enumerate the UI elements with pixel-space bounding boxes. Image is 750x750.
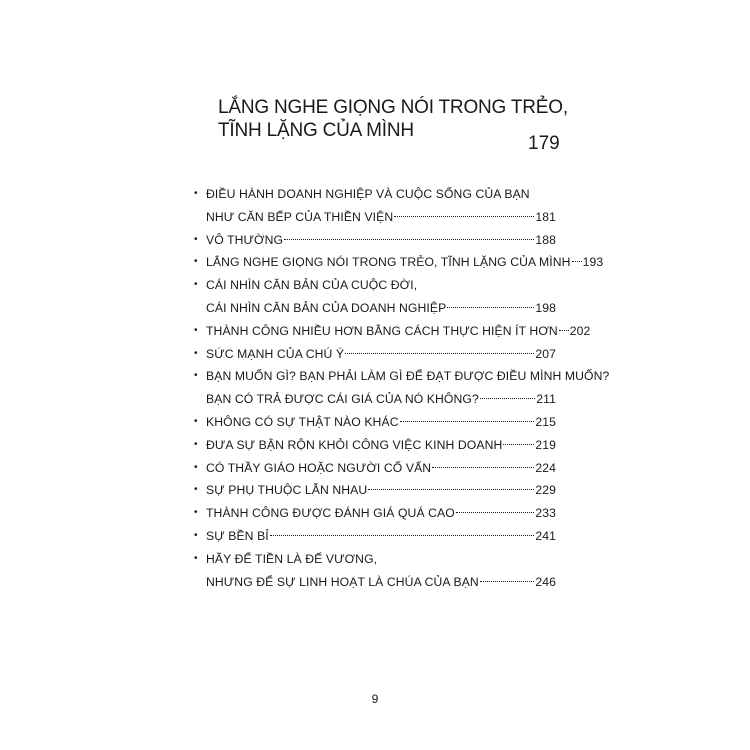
toc-entry-title: SỨC MẠNH CỦA CHÚ Ý (206, 346, 345, 361)
toc-entry-page: 233 (535, 506, 556, 521)
toc-entry-title: CÁI NHÌN CĂN BẢN CỦA DOANH NGHIỆP (206, 300, 447, 315)
toc-entry-page: 224 (535, 460, 556, 475)
toc-entry-line (194, 206, 556, 229)
toc-entry-title: BẠN MUỐN GÌ? BẠN PHẢI LÀM GÌ ĐỂ ĐẠT ĐƯỢC ĐIỀU MÌNH MUỐN? (206, 369, 610, 384)
toc-entry-line (194, 525, 556, 548)
bullet-icon: • (194, 415, 198, 427)
toc-entry-title: ĐIỀU HÀNH DOANH NGHIỆP VÀ CUỘC SỐNG CỦA BẠN (206, 187, 530, 201)
toc-entry-line (194, 297, 556, 320)
toc-entry-page: 229 (535, 483, 556, 498)
dot-leader (559, 330, 569, 331)
page-folio-number: 9 (371, 692, 379, 706)
toc-entry (194, 434, 556, 457)
toc-entry (194, 320, 591, 343)
dot-leader (447, 307, 534, 308)
toc-entry-title: SỰ PHỤ THUỘC LẪN NHAU (206, 483, 368, 498)
dot-leader (400, 421, 535, 422)
toc-entry (194, 502, 556, 525)
bullet-icon: • (194, 552, 198, 564)
toc-entry-line (194, 457, 556, 480)
toc-entry-page: 188 (535, 232, 556, 247)
toc-entry (194, 251, 604, 274)
toc-entry-title: NHƯNG ĐỂ SỰ LINH HOẠT LÀ CHÚA CỦA BẠN (206, 574, 479, 589)
toc-entry-line (194, 548, 556, 571)
toc-entry (194, 365, 610, 411)
toc-entry-title: CÁI NHÌN CĂN BẢN CỦA CUỘC ĐỜI, (206, 278, 418, 293)
toc-entry-line (194, 571, 556, 594)
dot-leader (503, 444, 534, 445)
part-title-line-2: TĨNH LẶNG CỦA MÌNH (218, 119, 414, 141)
toc-entry-page: 219 (535, 437, 556, 452)
toc-entry (194, 525, 556, 548)
toc-entry-title: SỰ BỀN BỈ (206, 528, 269, 543)
toc-entry-line (194, 434, 556, 457)
toc-entry-title: THÀNH CÔNG ĐƯỢC ĐÁNH GIÁ QUÁ CAO (206, 506, 455, 521)
toc-entry-page: 207 (535, 346, 556, 361)
bullet-icon: • (194, 324, 198, 336)
toc-entry-page: 215 (535, 414, 556, 429)
bullet-icon: • (194, 507, 198, 519)
toc-entry-page: 198 (535, 300, 556, 315)
toc-entry-line (194, 320, 591, 343)
toc-entry-line (194, 411, 556, 434)
part-title-line-1: LẮNG NGHE GIỌNG NÓI TRONG TRẺO, (218, 97, 568, 118)
table-of-contents (194, 183, 610, 593)
dot-leader (394, 216, 534, 217)
bullet-icon: • (194, 256, 198, 268)
toc-entry-page: 202 (569, 323, 591, 338)
toc-entry-page: 241 (535, 528, 556, 543)
toc-entry-title: CÓ THẦY GIÁO HOẶC NGƯỜI CỐ VẤN (206, 460, 432, 475)
toc-entry-line (194, 365, 610, 388)
toc-entry (194, 343, 556, 366)
toc-entry-line (194, 388, 556, 411)
toc-entry-line (194, 229, 556, 252)
toc-entry-title: VÔ THƯỜNG (206, 232, 284, 247)
bullet-icon: • (194, 438, 198, 450)
toc-entry (194, 479, 556, 502)
dot-leader (480, 398, 535, 399)
toc-entry-line (194, 274, 556, 297)
toc-entry-title: BẠN CÓ TRẢ ĐƯỢC CÁI GIÁ CỦA NÓ KHÔNG? (206, 392, 479, 407)
toc-entry-page: 211 (536, 392, 556, 407)
toc-entry-title: ĐƯA SỰ BẬN RỘN KHỎI CÔNG VIỆC KINH DOANH (206, 437, 503, 452)
bullet-icon: • (194, 370, 198, 382)
toc-entry-line (194, 343, 556, 366)
toc-entry-line (194, 183, 556, 206)
toc-entry-page: 193 (582, 255, 604, 270)
toc-entry (194, 457, 556, 480)
bullet-icon: • (194, 347, 198, 359)
toc-entry-line (194, 251, 604, 274)
toc-entry-page: 246 (535, 574, 556, 589)
bullet-icon: • (194, 279, 198, 291)
part-heading (206, 97, 568, 143)
toc-entry (194, 229, 556, 252)
dot-leader (432, 467, 534, 468)
toc-entry-line (194, 502, 556, 525)
bullet-icon: • (194, 484, 198, 496)
bullet-icon: • (194, 188, 198, 199)
toc-entry-title: KHÔNG CÓ SỰ THẬT NÀO KHÁC (206, 414, 399, 429)
part-page-number: 179 (528, 133, 560, 154)
toc-entry (194, 548, 556, 594)
dot-leader (345, 353, 534, 354)
dot-leader (480, 581, 535, 582)
toc-entry-title: HÃY ĐỂ TIỀN LÀ ĐẾ VƯƠNG, (206, 551, 378, 566)
bullet-icon: • (194, 233, 198, 245)
bullet-icon: • (194, 529, 198, 541)
bullet-icon: • (194, 461, 198, 473)
toc-entry (194, 411, 556, 434)
toc-entry-title: NHƯ CĂN BẾP CỦA THIỀN VIỆN (206, 209, 394, 224)
toc-entry (194, 274, 556, 320)
dot-leader (456, 512, 534, 513)
toc-entry-title: LẮNG NGHE GIỌNG NÓI TRONG TRẺO, TĨNH LẶNG CỦA MÌNH (206, 255, 571, 270)
dot-leader (572, 261, 582, 262)
toc-entry-line (194, 479, 556, 502)
dot-leader (284, 239, 534, 240)
toc-entry-title: THÀNH CÔNG NHIỀU HƠN BẰNG CÁCH THỰC HIỆN ÍT HƠN (206, 323, 558, 338)
dot-leader (270, 535, 535, 536)
dot-leader (368, 489, 534, 490)
toc-entry (194, 183, 556, 229)
toc-entry-page: 181 (535, 209, 556, 224)
